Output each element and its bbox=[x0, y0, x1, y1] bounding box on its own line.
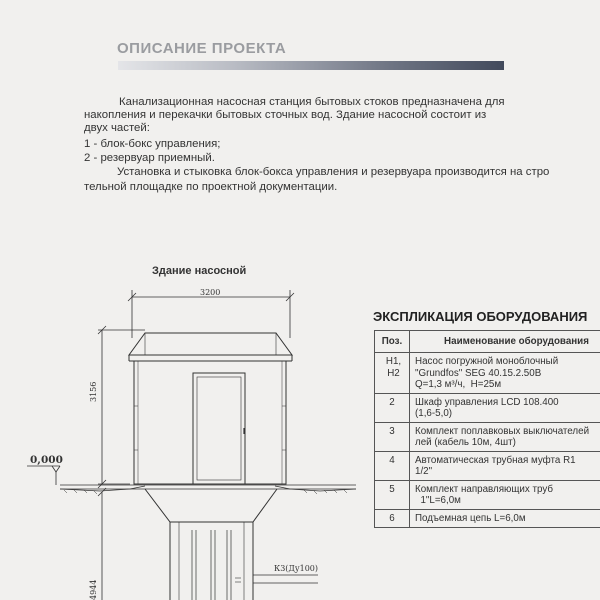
paragraph-line: двух частей: bbox=[84, 122, 150, 134]
reservoir bbox=[145, 489, 318, 600]
cell-pos: 6 bbox=[375, 509, 410, 528]
table-row bbox=[375, 480, 600, 509]
cell-pos: 2 bbox=[375, 393, 410, 422]
paragraph-line: тельной площадке по проектной документации. bbox=[84, 181, 338, 193]
table-row bbox=[375, 393, 600, 422]
table-row bbox=[375, 353, 600, 394]
list-item: 1 - блок-бокс управления; bbox=[84, 138, 221, 150]
drawing-caption: Здание насосной bbox=[152, 265, 247, 277]
cell-name: Шкаф управления LCD 108.400 (1,6-5,0) bbox=[410, 393, 600, 422]
equipment-table bbox=[374, 330, 600, 528]
cell-name: Насос погружной моноблочный "Grundfos" SEG 40.15.2.50B Q=1,3 м³/ч, H=25м bbox=[410, 353, 600, 394]
cell-pos: 4 bbox=[375, 451, 410, 480]
table-header-row bbox=[375, 331, 600, 353]
cell-name: Подъемная цепь L=6,0м bbox=[410, 509, 600, 528]
paragraph-line: накопления и перекачки бытовых сточных вод. Здание насосной состоит из bbox=[84, 109, 487, 121]
header-name: Наименование оборудования bbox=[410, 331, 600, 353]
level-mark bbox=[27, 466, 60, 485]
level-zero-mark: 0,000 bbox=[30, 454, 63, 466]
cell-pos: 5 bbox=[375, 480, 410, 509]
cell-name: Комплект поплавковых выключателей лей (кабель 10м, 4шт) bbox=[410, 422, 600, 451]
table-row bbox=[375, 451, 600, 480]
cell-name: Автоматическая трубная муфта R1 1/2" bbox=[410, 451, 600, 480]
table-row bbox=[375, 509, 600, 528]
width-dimension: 3200 bbox=[200, 288, 221, 297]
paragraph-line: Канализационная насосная станция бытовых стоков предназначена для bbox=[119, 96, 505, 108]
roof bbox=[129, 333, 292, 361]
height-dimension: 3156 bbox=[89, 381, 98, 402]
table-row bbox=[375, 422, 600, 451]
section-title: ОПИСАНИЕ ПРОЕКТА bbox=[117, 40, 287, 57]
list-item: 2 - резервуар приемный. bbox=[84, 152, 215, 164]
depth-dimension: 4944 bbox=[89, 579, 98, 600]
header-pos: Поз. bbox=[375, 331, 410, 353]
building-walls bbox=[134, 361, 286, 484]
cell-pos: 3 bbox=[375, 422, 410, 451]
cell-pos: H1, H2 bbox=[375, 353, 410, 394]
door bbox=[193, 373, 245, 484]
equipment-table-title: ЭКСПЛИКАЦИЯ ОБОРУДОВАНИЯ bbox=[373, 309, 588, 324]
pipe-label: К3(Ду100) bbox=[274, 564, 319, 573]
paragraph-line: Установка и стыковка блок-бокса управления и резервуара производится на стро bbox=[117, 166, 550, 178]
cell-name: Комплект направляющих труб 1"L=6,0м bbox=[410, 480, 600, 509]
